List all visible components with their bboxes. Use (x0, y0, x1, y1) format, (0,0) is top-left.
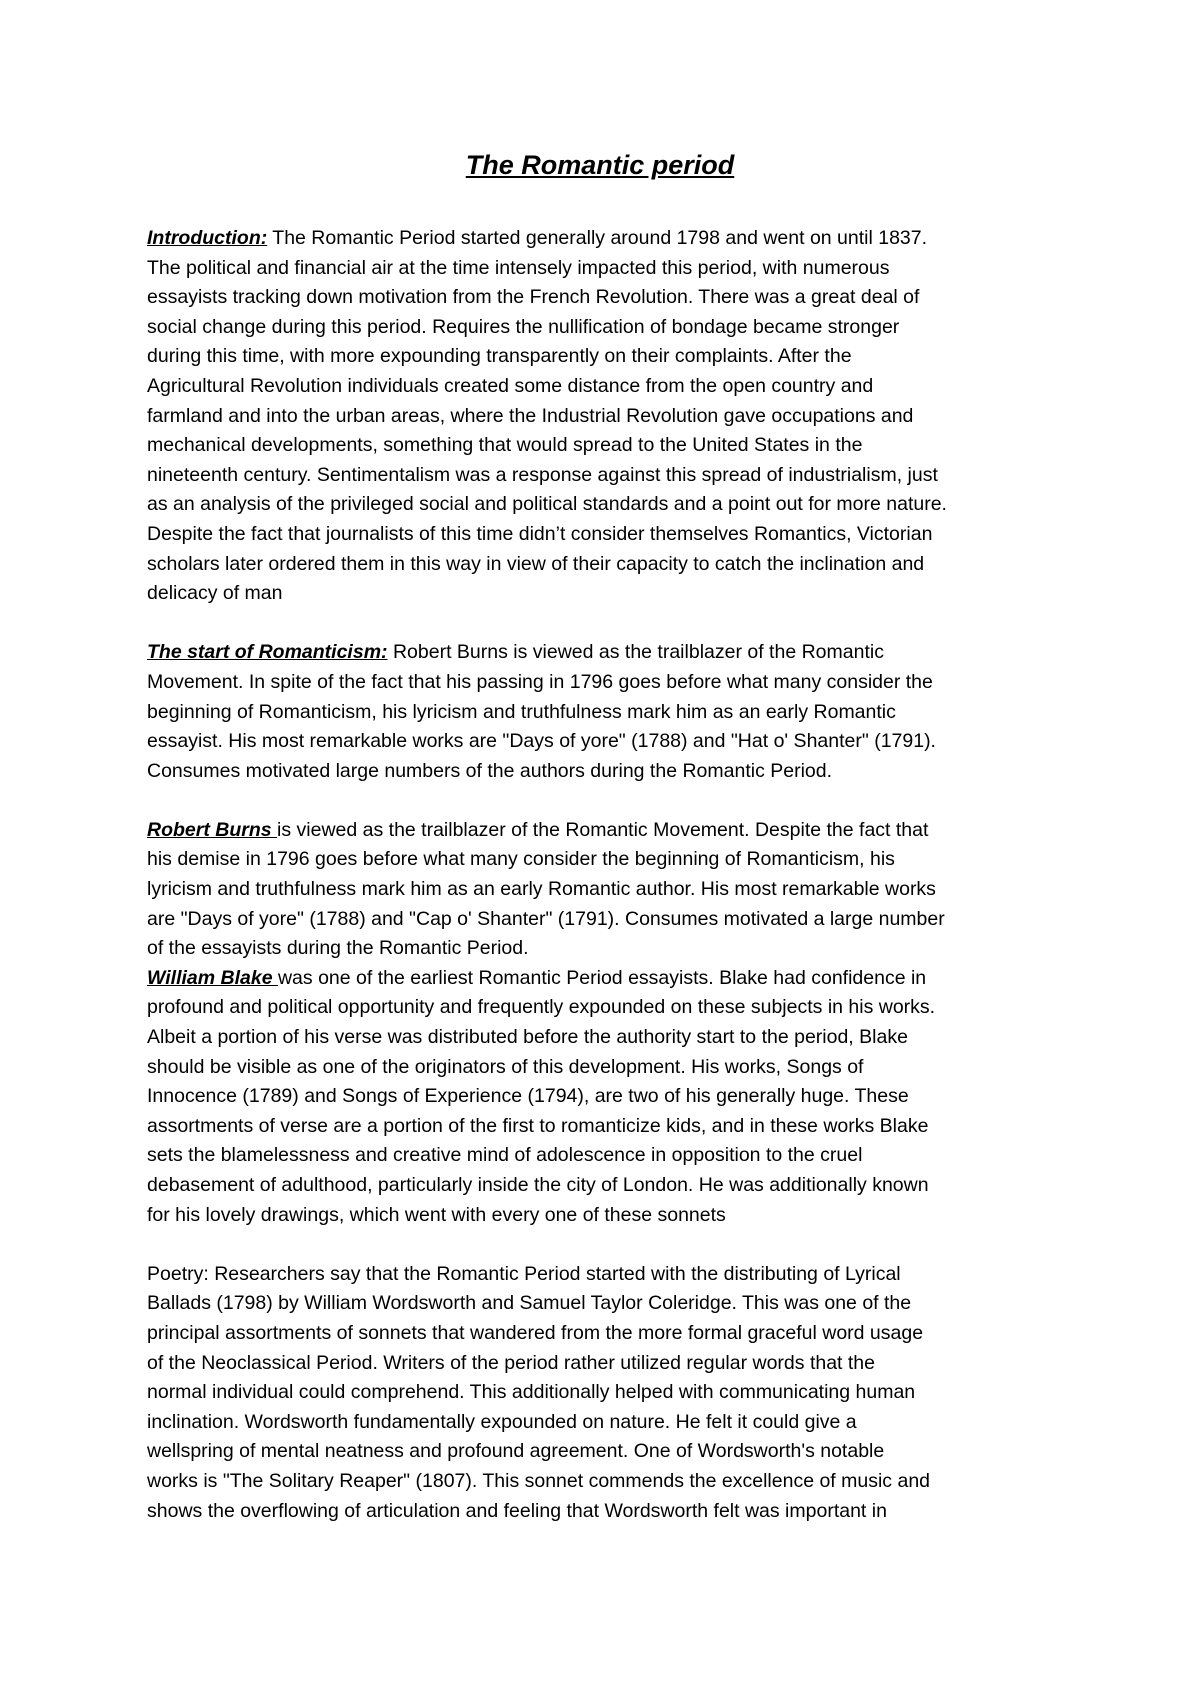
text-line (147, 964, 1067, 994)
text-line: Consumes motivated large numbers of the authors during the Romantic Period. (147, 759, 833, 782)
text-line: essayists tracking down motivation from the French Revolution. There was a great deal of (147, 286, 920, 309)
text-line: of the essayists during the Romantic Period. (147, 937, 529, 960)
text-line: lyricism and truthfulness mark him as an early Romantic author. His most remarkable works (147, 878, 936, 901)
paragraph-spacer (147, 786, 1067, 816)
text-line: principal assortments of sonnets that wandered from the more formal graceful word usage (147, 1321, 924, 1344)
text-line: Ballads (1798) by William Wordsworth and Samuel Taylor Coleridge. This was one of the (147, 1292, 912, 1315)
text-line (147, 638, 1067, 668)
text-line: as an analysis of the privileged social and political standards and a point out for more nature. (147, 493, 947, 516)
text-line: essayist. His most remarkable works are "Days of yore" (1788) and "Hat o' Shanter" (1791). (147, 730, 936, 753)
text-line-content: was one of the earliest Romantic Period essayists. Blake had confidence in (277, 966, 927, 989)
text-line-content: Robert Burns is viewed as the trailblazer of the Romantic (387, 641, 884, 664)
text-line: Despite the fact that journalists of this time didn’t consider themselves Romantics, Victorian (147, 522, 933, 545)
text-line: his demise in 1796 goes before what many consider the beginning of Romanticism, his (147, 848, 895, 871)
text-line: nineteenth century. Sentimentalism was a response against this spread of industrialism, just (147, 463, 938, 486)
poetry-paragraph (147, 1260, 1067, 1526)
text-line: should be visible as one of the originators of this development. His works, Songs of (147, 1055, 864, 1078)
text-line-content: is viewed as the trailblazer of the Romantic Movement. Despite the fact that (277, 818, 929, 841)
text-line: Poetry: Researchers say that the Romantic Period started with the distributing of Lyrical (147, 1262, 901, 1285)
text-line: assortments of verse are a portion of the first to romanticize kids, and in these works Blake (147, 1114, 929, 1137)
text-line: scholars later ordered them in this way in view of their capacity to catch the inclination and (147, 552, 925, 575)
text-line: Agricultural Revolution individuals created some distance from the open country and (147, 374, 874, 397)
text-line: works is "The Solitary Reaper" (1807). This sonnet commends the excellence of music and (147, 1469, 931, 1492)
text-line: mechanical developments, something that would spread to the United States in the (147, 434, 863, 457)
text-line: wellspring of mental neatness and profound agreement. One of Wordsworth's notable (147, 1440, 885, 1463)
text-line: sets the blamelessness and creative mind of adolescence in opposition to the cruel (147, 1144, 863, 1167)
text-line: Albeit a portion of his verse was distributed before the authority start to the period, Blake (147, 1026, 908, 1049)
william-blake-paragraph (147, 964, 1067, 1230)
text-line: shows the overflowing of articulation and feeling that Wordsworth felt was important in (147, 1499, 887, 1522)
text-line: profound and political opportunity and frequently expounded on these subjects in his works. (147, 996, 936, 1019)
text-line: beginning of Romanticism, his lyricism and truthfulness mark him as an early Romantic (147, 700, 896, 723)
text-line: delicacy of man (147, 582, 283, 605)
paragraph-spacer (147, 609, 1067, 639)
william-blake-label: William Blake (147, 966, 278, 989)
start-of-romanticism-label: The start of Romanticism: (147, 641, 388, 664)
page-title: The Romantic period (465, 150, 735, 180)
text-line: during this time, with more expounding transparently on their complaints. After the (147, 345, 852, 368)
paragraph-spacer (147, 1230, 1067, 1260)
text-line: are "Days of yore" (1788) and "Cap o' Shanter" (1791). Consumes motivated a large number (147, 907, 945, 930)
introduction-paragraph (147, 224, 1067, 609)
text-line (147, 816, 1067, 846)
text-line (147, 224, 1067, 254)
text-line: debasement of adulthood, particularly inside the city of London. He was additionally known (147, 1174, 929, 1196)
text-line: for his lovely drawings, which went with every one of these sonnets (147, 1203, 726, 1226)
text-line: inclination. Wordsworth fundamentally expounded on nature. He felt it could give a (147, 1410, 857, 1433)
text-line: Innocence (1789) and Songs of Experience (1794), are two of his generally huge. These (147, 1085, 909, 1108)
text-line: social change during this period. Requires the nullification of bondage became stronger (147, 315, 900, 338)
robert-burns-paragraph (147, 816, 1067, 964)
text-line: of the Neoclassical Period. Writers of the period rather utilized regular words that the (147, 1351, 875, 1374)
text-line: Movement. In spite of the fact that his passing in 1796 goes before what many consider the (147, 670, 933, 693)
text-line-content: The Romantic Period started generally around 1798 and went on until 1837. (267, 227, 928, 249)
text-line: The political and financial air at the time intensely impacted this period, with numerous (147, 256, 890, 279)
introduction-label: Introduction: (147, 227, 268, 249)
text-line: farmland and into the urban areas, where the Industrial Revolution gave occupations and (147, 404, 914, 427)
start-of-romanticism-paragraph (147, 638, 1067, 786)
robert-burns-label: Robert Burns (147, 818, 278, 841)
document-body (147, 224, 1067, 1526)
text-line: normal individual could comprehend. This additionally helped with communicating human (147, 1381, 916, 1404)
